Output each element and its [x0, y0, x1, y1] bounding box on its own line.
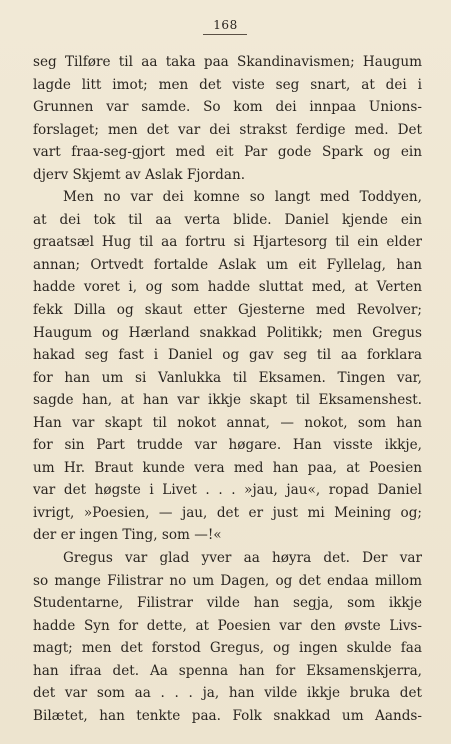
- body-text: [33, 51, 422, 727]
- page-number-rule: [203, 34, 247, 35]
- text-line: hadde Syn for dette, at Poesien var den øvste Livs-: [33, 617, 422, 634]
- text-line: det var som aa . . . ja, han vilde ikkje bruka det: [33, 685, 422, 702]
- text-line: han ifraa det. Aa spenna han for Eksamenskjerra,: [33, 662, 422, 679]
- text-line: annan; Ortvedt fortalde Aslak um eit Fyllelag, han: [33, 256, 422, 273]
- text-line: forslaget; men det var dei strakst ferdige med. Det: [33, 121, 422, 138]
- text-line: fekk Dilla og skaut etter Gjesterne med Revolver;: [33, 302, 422, 319]
- text-line: lagde litt imot; men det viste seg snart, at dei i: [33, 76, 422, 93]
- text-line: hadde voret i, og som hadde sluttat med, at Verten: [33, 279, 422, 296]
- text-line: so mange Filistrar no um Dagen, og det endaa millom: [33, 572, 422, 589]
- text-line: der er ingen Ting, som —!«: [33, 527, 222, 544]
- text-line: for han um si Vanlukka til Eksamen. Tingen var,: [33, 369, 422, 386]
- text-line: Studentarne, Filistrar vilde han segja, som ikkje: [33, 595, 422, 612]
- text-line: for sin Part trudde var høgare. Han visste ikkje,: [33, 437, 422, 454]
- text-line: Grunnen var samde. So kom dei innpaa Unions-: [33, 99, 422, 116]
- text-line: hakad seg fast i Daniel og gav seg til aa forklara: [33, 347, 422, 364]
- text-line: sagde han, at han var ikkje skapt til Eksamenshest.: [33, 392, 422, 409]
- text-line: Han var skapt til nokot annat, — nokot, som han: [33, 414, 422, 431]
- text-line: ivrigt, »Poesien, — jau, det er just mi Meining og;: [33, 504, 422, 521]
- text-line: graatsæl Hug til aa fortru si Hjartesorg til ein elder: [33, 234, 422, 251]
- text-line: Gregus var glad yver aa høyra det. Der var: [63, 550, 422, 567]
- text-line: seg Tilføre til aa taka paa Skandinavismen; Haugum: [33, 54, 422, 70]
- text-line: Bilætet, han tenkte paa. Folk snakkad um Aands-: [33, 707, 422, 724]
- text-line: Haugum og Hærland snakkad Politikk; men Gregus: [33, 324, 422, 341]
- text-line: at dei tok til aa verta blide. Daniel kjende ein: [33, 211, 422, 228]
- text-line: var det høgste i Livet . . . »jau, jau«, ropad Daniel: [33, 482, 422, 499]
- page-number: 168: [213, 18, 238, 32]
- text-line: magt; men det forstod Gregus, og ingen skulde faa: [33, 640, 422, 657]
- text-line: djerv Skjemt av Aslak Fjordan.: [33, 166, 246, 183]
- text-line: vart fraa-seg-gjort med eit Par gode Spark og ein: [33, 144, 422, 161]
- text-line: Men no var dei komne so langt med Toddyen,: [63, 189, 422, 206]
- text-line: um Hr. Braut kunde vera med han paa, at Poesien: [33, 459, 422, 476]
